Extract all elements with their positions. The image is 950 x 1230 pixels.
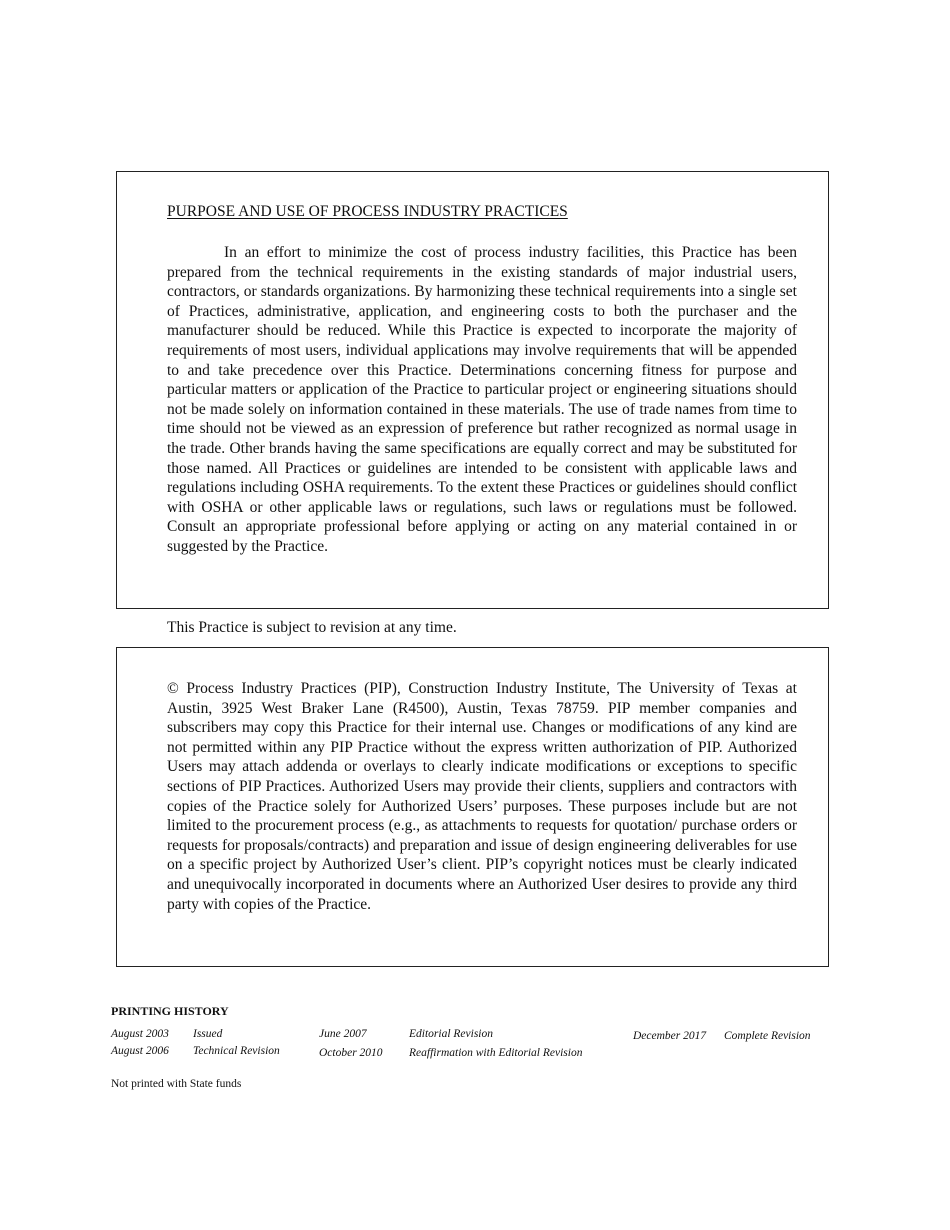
history-date: August 2003	[111, 1028, 169, 1040]
history-event: Editorial Revision	[409, 1028, 494, 1040]
printing-history-title: PRINTING HISTORY	[111, 1004, 229, 1018]
history-date: December 2017	[633, 1030, 707, 1042]
history-event: Technical Revision	[193, 1045, 280, 1057]
copyright-paragraph: © Process Industry Practices (PIP), Construction Industry Institute, The University of Texas at Austin, 3925 West Braker Lane (R4500), Austin, Texas 78759. PIP member companies and subscribers may copy this Practice for their internal use. Changes or modifications of any kind are not permitted within any PIP Practice without the express written authorization of PIP. Authorized Users may attach addenda or overlays to clearly indicate modifications or exceptions to specific sections of PIP Practices. Authorized Users may provide their clients, suppliers and contractors with copies of the Practice solely for Authorized Users’ purposes. These purposes include but are not limited to the procurement process (e.g., as attachments to requests for quotation/ purchase orders or requests for proposals/contracts) and preparation and issue of design engineering deliverables for use on a specific project by Authorized User’s client. PIP’s copyright notices must be clearly indicated and unequivocally incorporated in documents where an Authorized User desires to provide any third party with copies of the Practice.	[167, 680, 797, 913]
history-date: June 2007	[319, 1028, 367, 1040]
history-event: Reaffirmation with Editorial Revision	[409, 1047, 583, 1059]
purpose-heading: PURPOSE AND USE OF PROCESS INDUSTRY PRACTICES	[167, 203, 568, 220]
purpose-paragraph: In an effort to minimize the cost of process industry facilities, this Practice has been prepared from the technical requirements in the existing standards of major industrial users, contractors, or standards organizations. By harmonizing these technical requirements into a single set of Practices, administrative, application, and engineering costs to both the purchaser and the manufacturer should be reduced. While this Practice is expected to incorporate the majority of requirements of most users, individual applications may involve requirements that will be appended to and take precedence over this Practice. Determinations concerning fitness for purpose and particular matters or application of the Practice to particular project or engineering situations should not be made solely on information contained in these materials. The use of trade names from time to time should not be viewed as an expression of preference but rather recognized as normal usage in the trade. Other brands having the same specifications are equally correct and may be substituted for those named. All Practices or guidelines are intended to be consistent with applicable laws and regulations including OSHA requirements. To the extent these Practices or guidelines should conflict with OSHA or other applicable laws or regulations, such laws or regulations must be followed. Consult an appropriate professional before applying or acting on any material contained in or suggested by the Practice.	[167, 244, 797, 555]
history-event: Issued	[193, 1028, 223, 1040]
history-date: October 2010	[319, 1047, 383, 1059]
footer-note: Not printed with State funds	[111, 1078, 242, 1090]
revision-note: This Practice is subject to revision at any time.	[167, 619, 457, 636]
history-event: Complete Revision	[724, 1030, 811, 1042]
history-date: August 2006	[111, 1045, 169, 1057]
